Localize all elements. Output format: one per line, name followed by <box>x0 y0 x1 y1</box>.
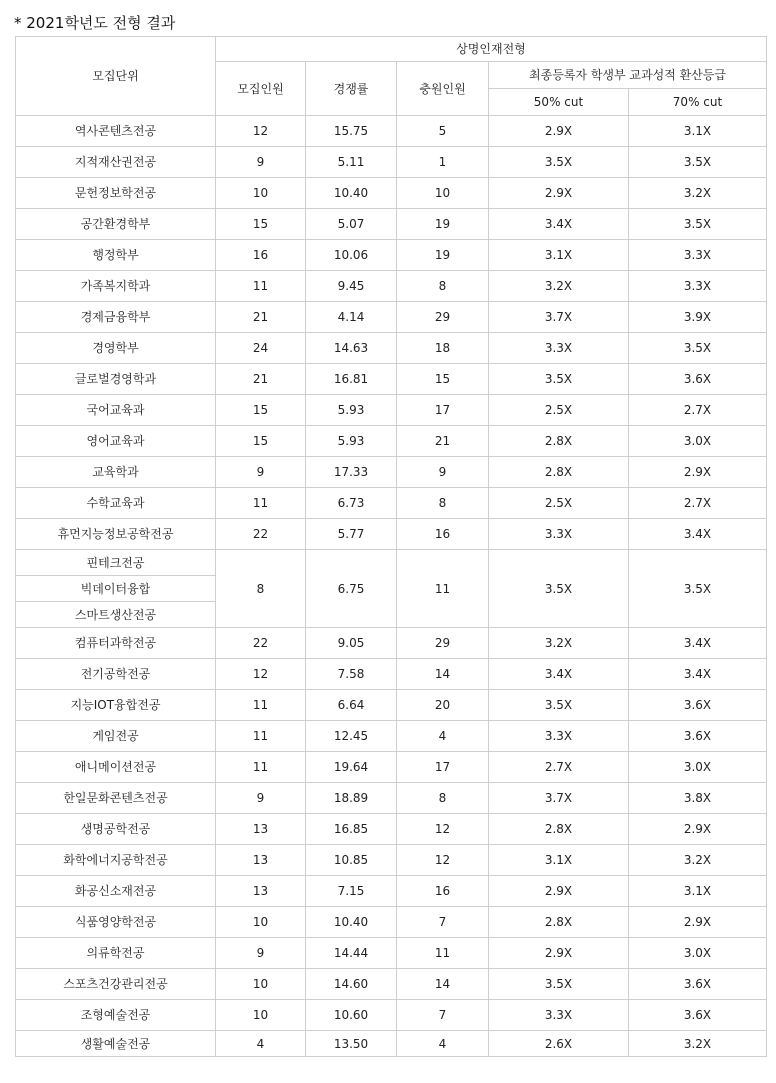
table-row <box>16 271 767 302</box>
unit-cell: 의류학전공 <box>16 938 216 969</box>
competition-cell: 10.40 <box>306 907 397 938</box>
unit-cell: 생명공학전공 <box>16 814 216 845</box>
cut70-cell: 3.5X <box>629 550 767 628</box>
table-body-bottom <box>16 628 767 1057</box>
header-competition: 경쟁률 <box>306 62 397 116</box>
cut70-cell: 2.9X <box>629 457 767 488</box>
cut50-cell: 3.3X <box>489 333 629 364</box>
quota-cell: 11 <box>216 488 306 519</box>
additional-cell: 11 <box>397 550 489 628</box>
unit-cell: 수학교육과 <box>16 488 216 519</box>
cut70-cell: 2.7X <box>629 488 767 519</box>
cut50-cell: 2.8X <box>489 426 629 457</box>
quota-cell: 21 <box>216 364 306 395</box>
additional-cell: 9 <box>397 457 489 488</box>
additional-cell: 16 <box>397 519 489 550</box>
unit-cell: 공간환경학부 <box>16 209 216 240</box>
cut70-cell: 3.1X <box>629 116 767 147</box>
table-row <box>16 628 767 659</box>
additional-cell: 8 <box>397 488 489 519</box>
competition-cell: 16.85 <box>306 814 397 845</box>
quota-cell: 13 <box>216 876 306 907</box>
cut50-cell: 3.7X <box>489 783 629 814</box>
additional-cell: 14 <box>397 969 489 1000</box>
unit-cell: 화공신소재전공 <box>16 876 216 907</box>
quota-cell: 13 <box>216 814 306 845</box>
cut50-cell: 2.5X <box>489 488 629 519</box>
cut50-cell: 2.8X <box>489 814 629 845</box>
competition-cell: 18.89 <box>306 783 397 814</box>
competition-cell: 10.85 <box>306 845 397 876</box>
cut50-cell: 2.8X <box>489 907 629 938</box>
quota-cell: 15 <box>216 426 306 457</box>
additional-cell: 8 <box>397 783 489 814</box>
header-cut-70: 70% cut <box>629 89 767 116</box>
additional-cell: 14 <box>397 659 489 690</box>
cut50-cell: 3.2X <box>489 628 629 659</box>
competition-cell: 12.45 <box>306 721 397 752</box>
cut50-cell: 3.5X <box>489 969 629 1000</box>
cut70-cell: 3.2X <box>629 845 767 876</box>
quota-cell: 13 <box>216 845 306 876</box>
quota-cell: 12 <box>216 116 306 147</box>
quota-cell: 12 <box>216 659 306 690</box>
unit-cell: 교육학과 <box>16 457 216 488</box>
unit-cell: 스마트생산전공 <box>16 602 216 628</box>
table-row <box>16 1000 767 1031</box>
unit-cell: 문헌정보학전공 <box>16 178 216 209</box>
quota-cell: 9 <box>216 783 306 814</box>
additional-cell: 19 <box>397 209 489 240</box>
table-row <box>16 783 767 814</box>
cut50-cell: 3.5X <box>489 690 629 721</box>
additional-cell: 20 <box>397 690 489 721</box>
header-track: 상명인재전형 <box>216 37 767 62</box>
table-row <box>16 690 767 721</box>
header-row-1 <box>16 37 767 62</box>
cut70-cell: 3.8X <box>629 783 767 814</box>
cut70-cell: 2.9X <box>629 814 767 845</box>
quota-cell: 4 <box>216 1031 306 1057</box>
unit-cell: 빅데이터융합 <box>16 576 216 602</box>
cut70-cell: 2.9X <box>629 907 767 938</box>
competition-cell: 6.73 <box>306 488 397 519</box>
cut70-cell: 3.0X <box>629 426 767 457</box>
table-row <box>16 845 767 876</box>
competition-cell: 7.15 <box>306 876 397 907</box>
competition-cell: 14.44 <box>306 938 397 969</box>
quota-cell: 8 <box>216 550 306 628</box>
competition-cell: 5.93 <box>306 395 397 426</box>
unit-cell: 지능IOT융합전공 <box>16 690 216 721</box>
cut50-cell: 3.3X <box>489 721 629 752</box>
unit-cell: 화학에너지공학전공 <box>16 845 216 876</box>
unit-cell: 전기공학전공 <box>16 659 216 690</box>
competition-cell: 15.75 <box>306 116 397 147</box>
table-row <box>16 426 767 457</box>
cut70-cell: 3.6X <box>629 721 767 752</box>
cut50-cell: 2.9X <box>489 876 629 907</box>
additional-cell: 12 <box>397 814 489 845</box>
cut70-cell: 3.0X <box>629 752 767 783</box>
quota-cell: 22 <box>216 628 306 659</box>
quota-cell: 9 <box>216 938 306 969</box>
cut50-cell: 3.3X <box>489 1000 629 1031</box>
additional-cell: 12 <box>397 845 489 876</box>
additional-cell: 17 <box>397 395 489 426</box>
additional-cell: 1 <box>397 147 489 178</box>
cut70-cell: 3.1X <box>629 876 767 907</box>
additional-cell: 7 <box>397 907 489 938</box>
quota-cell: 22 <box>216 519 306 550</box>
competition-cell: 10.40 <box>306 178 397 209</box>
competition-cell: 9.05 <box>306 628 397 659</box>
admission-results-table <box>15 36 767 1057</box>
competition-cell: 14.63 <box>306 333 397 364</box>
competition-cell: 13.50 <box>306 1031 397 1057</box>
unit-cell: 글로벌경영학과 <box>16 364 216 395</box>
unit-cell: 가족복지학과 <box>16 271 216 302</box>
competition-cell: 6.64 <box>306 690 397 721</box>
quota-cell: 15 <box>216 209 306 240</box>
additional-cell: 16 <box>397 876 489 907</box>
table-row <box>16 938 767 969</box>
cut50-cell: 2.7X <box>489 752 629 783</box>
cut70-cell: 3.6X <box>629 1000 767 1031</box>
quota-cell: 9 <box>216 457 306 488</box>
unit-cell: 생활예술전공 <box>16 1031 216 1057</box>
unit-cell: 행정학부 <box>16 240 216 271</box>
competition-cell: 5.77 <box>306 519 397 550</box>
additional-cell: 10 <box>397 178 489 209</box>
additional-cell: 19 <box>397 240 489 271</box>
quota-cell: 10 <box>216 969 306 1000</box>
unit-cell: 컴퓨터과학전공 <box>16 628 216 659</box>
table-row <box>16 814 767 845</box>
additional-cell: 7 <box>397 1000 489 1031</box>
competition-cell: 5.11 <box>306 147 397 178</box>
additional-cell: 17 <box>397 752 489 783</box>
quota-cell: 16 <box>216 240 306 271</box>
quota-cell: 24 <box>216 333 306 364</box>
quota-cell: 11 <box>216 721 306 752</box>
cut70-cell: 2.7X <box>629 395 767 426</box>
unit-cell: 역사콘텐츠전공 <box>16 116 216 147</box>
competition-cell: 19.64 <box>306 752 397 783</box>
cut50-cell: 2.9X <box>489 938 629 969</box>
competition-cell: 6.75 <box>306 550 397 628</box>
cut70-cell: 3.2X <box>629 1031 767 1057</box>
table-row <box>16 302 767 333</box>
header-cut-50: 50% cut <box>489 89 629 116</box>
cut50-cell: 2.5X <box>489 395 629 426</box>
cut70-cell: 3.0X <box>629 938 767 969</box>
competition-cell: 10.60 <box>306 1000 397 1031</box>
table-row-merged <box>16 550 767 576</box>
competition-cell: 5.07 <box>306 209 397 240</box>
table-row <box>16 364 767 395</box>
cut70-cell: 3.6X <box>629 690 767 721</box>
unit-cell: 식품영양학전공 <box>16 907 216 938</box>
table-row <box>16 1031 767 1057</box>
header-additional: 충원인원 <box>397 62 489 116</box>
unit-cell: 게임전공 <box>16 721 216 752</box>
competition-cell: 9.45 <box>306 271 397 302</box>
cut70-cell: 3.5X <box>629 147 767 178</box>
additional-cell: 11 <box>397 938 489 969</box>
table-row <box>16 147 767 178</box>
unit-cell: 한일문화콘텐츠전공 <box>16 783 216 814</box>
table-caption: * 2021학년도 전형 결과 <box>14 14 176 32</box>
cut50-cell: 2.6X <box>489 1031 629 1057</box>
cut70-cell: 3.4X <box>629 628 767 659</box>
unit-cell: 애니메이션전공 <box>16 752 216 783</box>
table-row <box>16 907 767 938</box>
cut50-cell: 2.8X <box>489 457 629 488</box>
cut70-cell: 3.6X <box>629 364 767 395</box>
table-row <box>16 395 767 426</box>
table-row <box>16 721 767 752</box>
quota-cell: 11 <box>216 271 306 302</box>
table-body-top <box>16 116 767 550</box>
table-row <box>16 519 767 550</box>
cut50-cell: 2.9X <box>489 116 629 147</box>
cut70-cell: 3.5X <box>629 333 767 364</box>
table-row <box>16 488 767 519</box>
additional-cell: 29 <box>397 628 489 659</box>
competition-cell: 17.33 <box>306 457 397 488</box>
cut50-cell: 3.4X <box>489 659 629 690</box>
cut70-cell: 3.6X <box>629 969 767 1000</box>
quota-cell: 10 <box>216 907 306 938</box>
table-row <box>16 240 767 271</box>
unit-cell: 영어교육과 <box>16 426 216 457</box>
cut50-cell: 3.3X <box>489 519 629 550</box>
unit-cell: 지적재산권전공 <box>16 147 216 178</box>
cut70-cell: 3.9X <box>629 302 767 333</box>
cut50-cell: 3.5X <box>489 550 629 628</box>
quota-cell: 10 <box>216 178 306 209</box>
cut70-cell: 3.2X <box>629 178 767 209</box>
cut50-cell: 3.2X <box>489 271 629 302</box>
competition-cell: 4.14 <box>306 302 397 333</box>
header-grade-title: 최종등록자 학생부 교과성적 환산등급 <box>489 62 767 89</box>
additional-cell: 21 <box>397 426 489 457</box>
quota-cell: 10 <box>216 1000 306 1031</box>
additional-cell: 8 <box>397 271 489 302</box>
additional-cell: 4 <box>397 721 489 752</box>
unit-cell: 조형예술전공 <box>16 1000 216 1031</box>
table-row <box>16 178 767 209</box>
unit-cell: 경제금융학부 <box>16 302 216 333</box>
table-body-merged <box>16 550 767 628</box>
quota-cell: 15 <box>216 395 306 426</box>
table-row <box>16 969 767 1000</box>
competition-cell: 5.93 <box>306 426 397 457</box>
cut70-cell: 3.3X <box>629 240 767 271</box>
cut50-cell: 3.1X <box>489 845 629 876</box>
unit-cell: 경영학부 <box>16 333 216 364</box>
unit-cell: 스포츠건강관리전공 <box>16 969 216 1000</box>
cut50-cell: 3.1X <box>489 240 629 271</box>
competition-cell: 14.60 <box>306 969 397 1000</box>
competition-cell: 10.06 <box>306 240 397 271</box>
unit-cell: 핀테크전공 <box>16 550 216 576</box>
table-row <box>16 876 767 907</box>
quota-cell: 21 <box>216 302 306 333</box>
table-row <box>16 333 767 364</box>
additional-cell: 5 <box>397 116 489 147</box>
cut70-cell: 3.4X <box>629 659 767 690</box>
table-row <box>16 659 767 690</box>
header-quota: 모집인원 <box>216 62 306 116</box>
cut50-cell: 3.5X <box>489 364 629 395</box>
additional-cell: 15 <box>397 364 489 395</box>
cut50-cell: 3.4X <box>489 209 629 240</box>
table-row <box>16 116 767 147</box>
cut70-cell: 3.5X <box>629 209 767 240</box>
table-row <box>16 209 767 240</box>
quota-cell: 11 <box>216 752 306 783</box>
quota-cell: 11 <box>216 690 306 721</box>
competition-cell: 7.58 <box>306 659 397 690</box>
competition-cell: 16.81 <box>306 364 397 395</box>
cut70-cell: 3.3X <box>629 271 767 302</box>
cut50-cell: 3.5X <box>489 147 629 178</box>
unit-cell: 휴먼지능정보공학전공 <box>16 519 216 550</box>
additional-cell: 4 <box>397 1031 489 1057</box>
cut50-cell: 3.7X <box>489 302 629 333</box>
quota-cell: 9 <box>216 147 306 178</box>
cut70-cell: 3.4X <box>629 519 767 550</box>
table-row <box>16 457 767 488</box>
additional-cell: 18 <box>397 333 489 364</box>
unit-cell: 국어교육과 <box>16 395 216 426</box>
cut50-cell: 2.9X <box>489 178 629 209</box>
table-row <box>16 752 767 783</box>
additional-cell: 29 <box>397 302 489 333</box>
header-unit: 모집단위 <box>16 37 216 116</box>
